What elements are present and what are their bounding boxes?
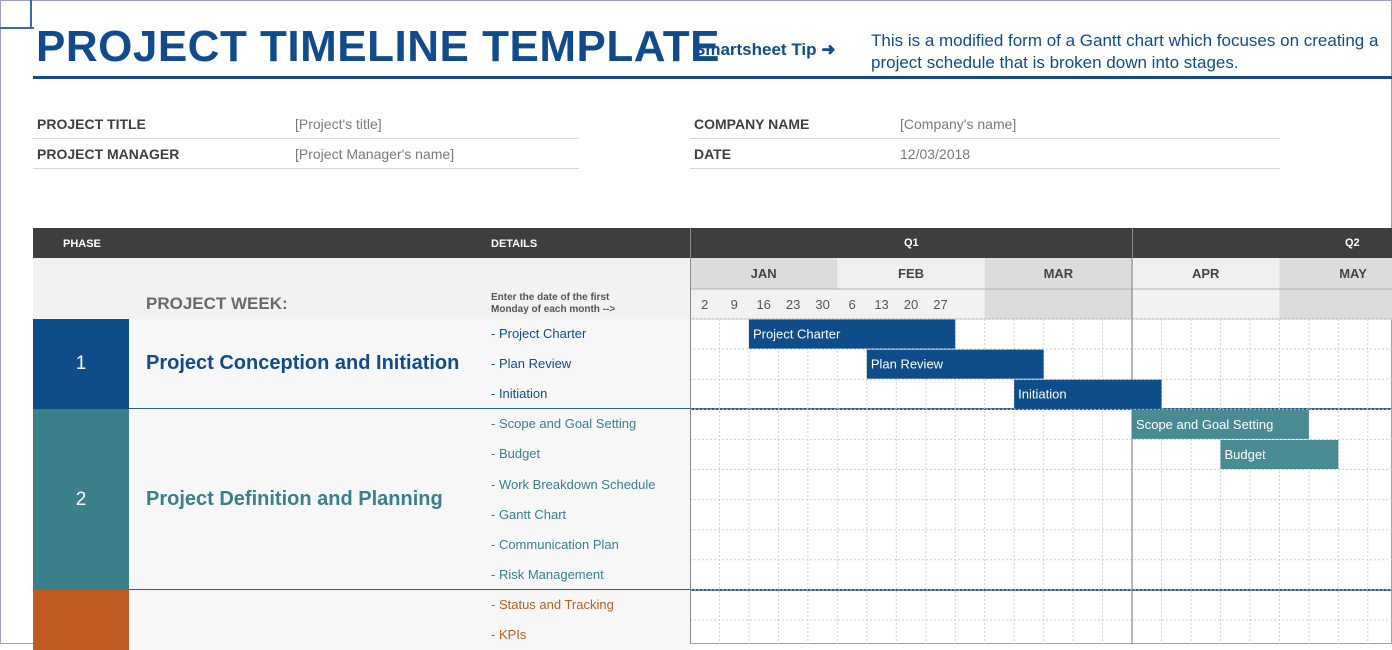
row-divider [690,168,1280,169]
phase-number-cell[interactable] [33,319,129,409]
project-title-cell[interactable]: [Project's title] [295,116,382,132]
phase-column-header: PHASE [63,238,101,250]
quarter-header: Q2 [1345,237,1360,249]
week-label: 6 [848,297,856,312]
detail-item[interactable]: - Communication Plan [491,536,619,552]
phase-number-cell[interactable] [33,409,129,590]
company-name-label: COMPANY NAME [694,116,810,132]
week-hint: Enter the date of the first Monday of each month --> [491,292,616,315]
gantt-bar-label: Project Charter [752,326,841,342]
project-title-label: PROJECT TITLE [37,116,146,132]
date-cell[interactable]: 12/03/2018 [900,146,971,162]
detail-item[interactable]: - Project Charter [491,326,587,341]
week-row-empty [1279,289,1392,319]
week-label: 27 [933,297,948,312]
week-label: 23 [785,297,801,312]
row-divider [33,168,579,169]
cell-selection-marker [0,27,34,29]
detail-item[interactable]: - Initiation [491,386,548,402]
week-label: 2 [701,297,709,312]
date-label: DATE [694,146,732,162]
week-label: 16 [756,297,771,312]
month-label: APR [1191,266,1220,281]
row-divider [33,138,579,139]
week-label: 20 [903,297,919,312]
gantt-bar-label: Budget [1224,446,1266,462]
quarter-divider [1132,228,1133,258]
title-divider [33,76,1392,79]
cell-selection-marker [30,0,32,29]
quarter-header: Q1 [904,237,919,249]
phase-name[interactable]: Project Conception and Initiation [146,352,460,375]
detail-item[interactable]: - Gantt Chart [491,506,567,522]
project-week-label: PROJECT WEEK: [146,294,288,313]
week-row-empty [985,289,1132,319]
month-label: MAY [1339,266,1367,281]
detail-item[interactable]: - Status and Tracking [491,596,614,612]
detail-item[interactable]: - Scope and Goal Setting [491,416,637,432]
month-label: JAN [750,266,777,281]
week-label: 30 [815,297,830,312]
week-label: 9 [730,297,738,312]
month-header-cell [1279,258,1392,289]
month-label: MAR [1043,266,1074,281]
gantt-bar-label: Scope and Goal Setting [1136,416,1274,432]
tip-description: This is a modified form of a Gantt chart which focuses on creating a project schedule that is broken down into stages. [871,31,1379,72]
quarter-divider [690,228,691,258]
phase-name[interactable]: Project Definition and Planning [146,487,443,510]
project-manager-cell[interactable]: [Project Manager's name] [295,146,455,162]
detail-item[interactable]: - KPIs [491,627,527,642]
gantt-bar-label: Plan Review [870,356,944,372]
week-label: 13 [874,297,889,312]
month-label: FEB [898,266,925,281]
detail-item[interactable]: - Budget [491,446,541,462]
detail-item[interactable]: - Plan Review [491,356,572,372]
project-manager-label: PROJECT MANAGER [37,146,180,162]
smartsheet-tip-link[interactable]: Smartsheet Tip ➜ [694,40,836,59]
gantt-bar-label: Initiation [1018,386,1067,402]
row-divider [690,138,1280,139]
company-name-cell[interactable]: [Company's name] [900,116,1017,132]
detail-item[interactable]: - Risk Management [491,566,604,582]
phase-number: 1 [75,353,87,375]
phase-number-cell[interactable] [33,590,129,650]
table-header-row [33,228,1392,258]
page-title: PROJECT TIMELINE TEMPLATE [36,22,720,71]
gantt-chart [690,258,1392,644]
detail-item[interactable]: - Work Breakdown Schedule [491,476,656,492]
phase-number: 2 [75,488,87,510]
details-column-header: DETAILS [491,238,538,250]
